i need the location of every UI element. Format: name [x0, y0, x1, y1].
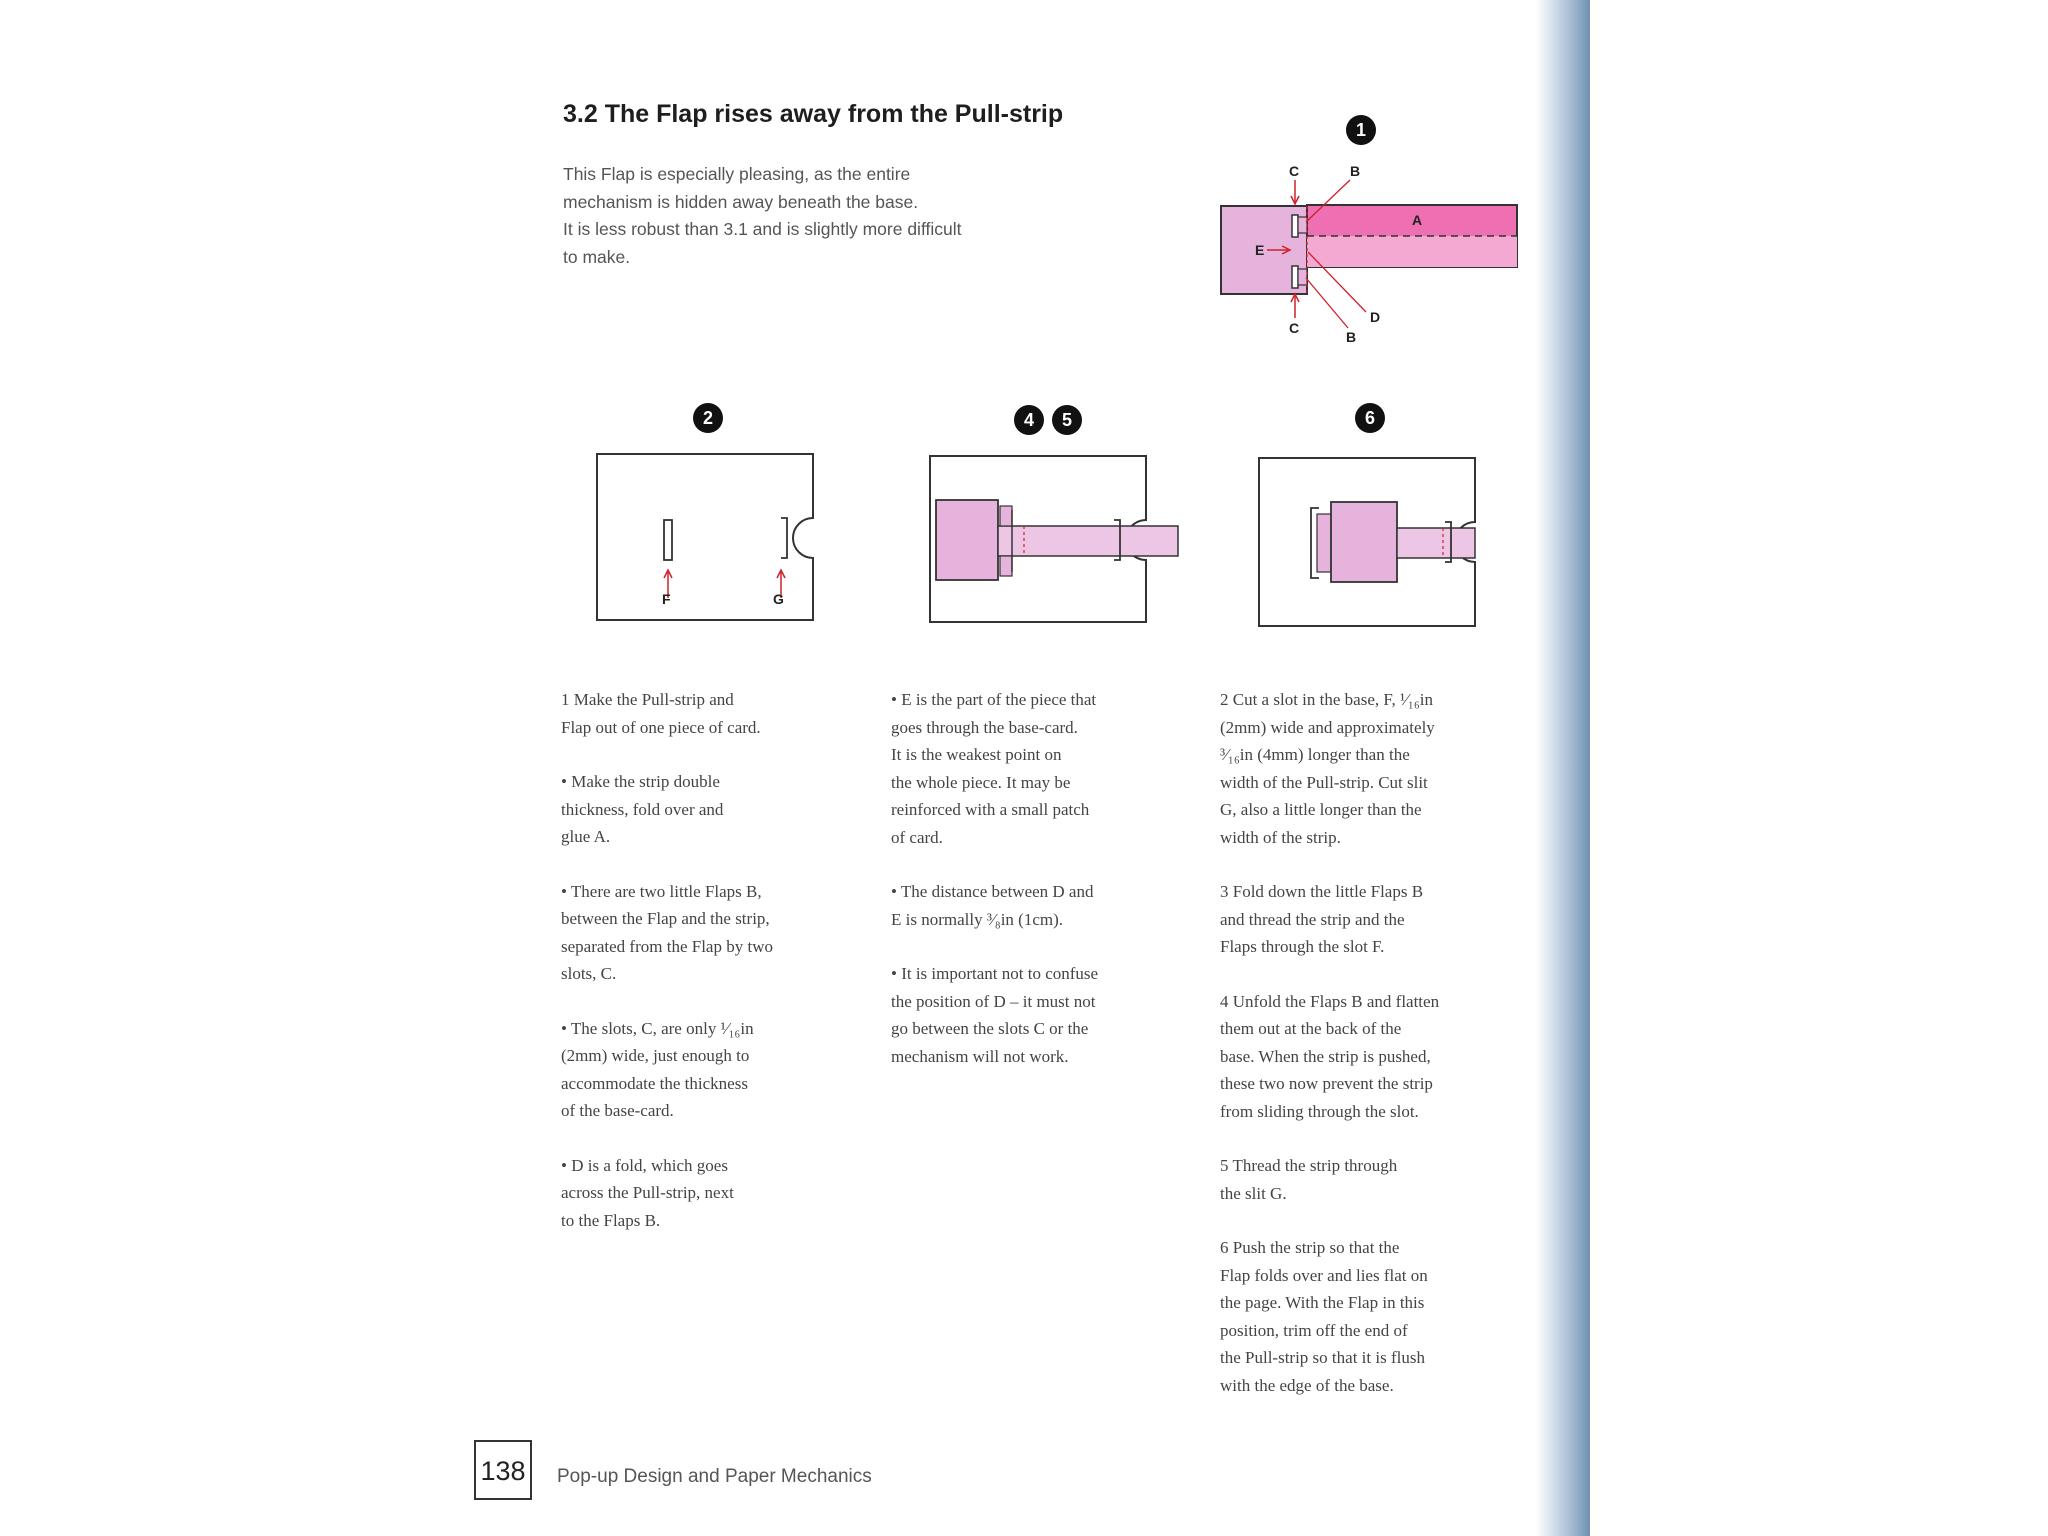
pull-strip-shape	[1397, 528, 1475, 558]
text-line: • E is the part of the piece that	[891, 690, 1097, 709]
little-flap-b-bottom	[1000, 556, 1012, 576]
step-badge-5: 5	[1052, 405, 1082, 435]
text-line: glue A.	[561, 827, 611, 846]
flap-shape	[936, 500, 998, 580]
little-flap-b-top	[1000, 506, 1012, 526]
text-line: between the Flap and the strip,	[561, 909, 770, 928]
section-heading: 3.2 The Flap rises away from the Pull-strip	[563, 100, 1064, 128]
diagram-1-pull-strip-piece	[1200, 160, 1530, 350]
step-badge-4: 4	[1014, 405, 1044, 435]
text-line: from sliding through the slot.	[1220, 1101, 1419, 1121]
label-c-top: C	[1289, 163, 1300, 179]
text-line: Flaps through the slot F.	[1220, 937, 1385, 956]
slot-f	[664, 520, 672, 560]
text-line: (2mm) wide and approximately	[1220, 717, 1435, 737]
text-line: 3 Fold down the little Flaps B	[1220, 882, 1424, 901]
step-badge-1: 1	[1346, 115, 1376, 145]
paragraph	[891, 686, 1181, 851]
text-line: slots, C.	[561, 964, 617, 983]
little-flap-b	[1317, 514, 1331, 572]
intro-paragraph	[563, 161, 1083, 271]
text-line: • Make the strip double	[561, 772, 720, 791]
label-e: E	[1255, 242, 1265, 258]
pull-strip-shape	[998, 526, 1178, 556]
text-line: the slit G.	[1220, 1183, 1287, 1203]
instructions-column-1	[561, 686, 846, 1261]
text-line: position, trim off the end of	[1220, 1320, 1408, 1340]
label-a: A	[1412, 212, 1423, 228]
paragraph	[891, 878, 1181, 933]
text-line: 4 Unfold the Flaps B and flatten	[1220, 991, 1440, 1011]
paragraph	[1220, 988, 1520, 1126]
text-line: Flap out of one piece of card.	[561, 717, 761, 737]
flap-shape	[1331, 502, 1397, 582]
label-f: F	[662, 591, 671, 607]
page-edge-shadow	[1536, 0, 1590, 1536]
diagram-4-5-threaded-strip	[928, 454, 1188, 624]
text-line: go between the slots C or the	[891, 1019, 1089, 1038]
book-title-footer: Pop-up Design and Paper Mechanics	[557, 1466, 872, 1487]
paragraph	[1220, 1234, 1520, 1399]
intro-line: This Flap is especially pleasing, as the entire	[563, 164, 911, 184]
text-line: goes through the base-card.	[891, 717, 1078, 737]
label-b-bottom: B	[1346, 329, 1357, 345]
text-line: base. When the strip is pushed,	[1220, 1046, 1431, 1066]
text-line: the page. With the Flap in this	[1220, 1293, 1425, 1312]
text-line: these two now prevent the strip	[1220, 1074, 1433, 1093]
text-line: across the Pull-strip, next	[561, 1183, 734, 1202]
text-line: • It is important not to confuse	[891, 964, 1099, 983]
paragraph	[891, 960, 1181, 1070]
text-line: E is normally ³⁄₈in (1cm).	[891, 909, 1064, 929]
text-line: ³⁄₁₆in (4mm) longer than the	[1220, 745, 1410, 764]
text-line: width of the strip.	[1220, 827, 1341, 847]
text-line: 5 Thread the strip through	[1220, 1156, 1398, 1175]
label-g: G	[773, 591, 784, 607]
little-flap-b-bottom	[1298, 269, 1307, 285]
intro-line: to make.	[563, 246, 631, 267]
instructions-column-2	[891, 686, 1181, 1097]
step-badge-6: 6	[1355, 403, 1385, 433]
intro-line: mechanism is hidden away beneath the base.	[563, 191, 919, 212]
text-line: width of the Pull-strip. Cut slit	[1220, 772, 1428, 792]
paragraph	[1220, 1152, 1520, 1207]
text-line: 2 Cut a slot in the base, F, ¹⁄₁₆in	[1220, 690, 1433, 709]
text-line: thickness, fold over and	[561, 799, 724, 819]
intro-line: It is less robust than 3.1 and is slightly more difficult	[563, 219, 962, 239]
label-d: D	[1370, 309, 1381, 325]
paragraph	[1220, 878, 1520, 961]
little-flap-b-top	[1298, 217, 1307, 233]
text-line: (2mm) wide, just enough to	[561, 1046, 750, 1065]
slot-c-top	[1292, 215, 1298, 237]
text-line: G, also a little longer than the	[1220, 800, 1422, 819]
text-line: the whole piece. It may be	[891, 772, 1071, 792]
instructions-column-3	[1220, 686, 1520, 1426]
text-line: the Pull-strip so that it is flush	[1220, 1348, 1425, 1367]
diagram-6-flap-folded	[1257, 456, 1487, 628]
paragraph	[561, 686, 846, 741]
paragraph	[561, 1015, 846, 1125]
text-line: separated from the Flap by two	[561, 936, 773, 956]
step-badge-2: 2	[693, 403, 723, 433]
text-line: • D is a fold, which goes	[561, 1155, 728, 1175]
text-line: the position of D – it must not	[891, 991, 1096, 1011]
diagram-2-base-card	[595, 452, 825, 622]
page-number: 138	[480, 1456, 526, 1486]
text-line: • The slots, C, are only ¹⁄₁₆in	[561, 1018, 754, 1038]
text-line: It is the weakest point on	[891, 745, 1062, 764]
text-line: and thread the strip and the	[1220, 909, 1405, 929]
text-line: • There are two little Flaps B,	[561, 881, 762, 901]
label-c-bottom: C	[1289, 320, 1300, 336]
text-line: mechanism will not work.	[891, 1046, 1069, 1066]
text-line: of card.	[891, 827, 943, 847]
label-b-top: B	[1350, 163, 1361, 179]
text-line: of the base-card.	[561, 1101, 674, 1120]
text-line: them out at the back of the	[1220, 1019, 1402, 1038]
paragraph	[561, 1152, 846, 1235]
text-line: • The distance between D and	[891, 882, 1094, 901]
paragraph	[1220, 686, 1520, 851]
text-line: accommodate the thickness	[561, 1073, 748, 1093]
text-line: Flap folds over and lies flat on	[1220, 1265, 1428, 1285]
text-line: to the Flaps B.	[561, 1210, 661, 1230]
paragraph	[561, 768, 846, 851]
text-line: 1 Make the Pull-strip and	[561, 690, 734, 709]
text-line: with the edge of the base.	[1220, 1375, 1394, 1395]
text-line: reinforced with a small patch	[891, 800, 1090, 819]
text-line: 6 Push the strip so that the	[1220, 1238, 1400, 1257]
paragraph	[561, 878, 846, 988]
slot-c-bottom	[1292, 266, 1298, 288]
